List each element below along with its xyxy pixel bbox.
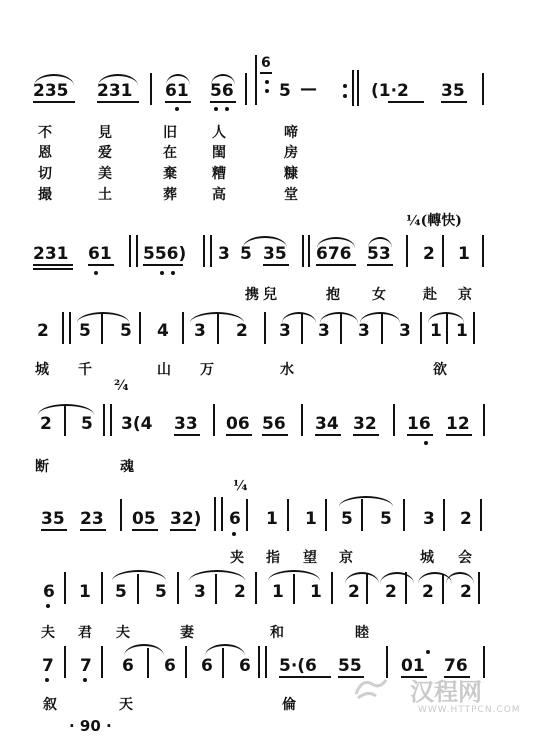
underline — [33, 268, 73, 270]
note-group: 5·(6 — [279, 656, 317, 676]
high-octave-dot — [426, 650, 430, 654]
underline — [80, 529, 106, 531]
lyric: 葬 — [163, 187, 177, 203]
barline — [480, 499, 482, 531]
lyric: 高 — [212, 187, 226, 203]
note: 6 — [239, 656, 251, 676]
underline — [353, 434, 379, 436]
underline — [441, 101, 467, 103]
note: 2 — [37, 321, 49, 341]
barline — [246, 499, 248, 531]
barline — [302, 235, 304, 267]
lyric: 堂 — [284, 187, 298, 203]
lyric: 啼 — [284, 125, 298, 141]
watermark-swirl-icon — [352, 672, 390, 702]
lyric: 夫 — [116, 625, 130, 641]
barline — [64, 646, 66, 678]
underline — [33, 264, 73, 266]
page-number: · 90 · — [69, 717, 112, 735]
barline — [473, 312, 475, 344]
watermark-logo — [352, 672, 390, 710]
barline — [182, 312, 184, 344]
underline — [446, 434, 472, 436]
note: 5 — [279, 81, 291, 101]
note-group: 55 — [338, 656, 362, 676]
lyric: 赴 — [423, 287, 437, 303]
lyric: 女 — [372, 287, 386, 303]
underline — [279, 676, 331, 678]
barline — [222, 648, 224, 678]
lyric: 京 — [458, 287, 472, 303]
barline — [177, 572, 179, 604]
underline — [367, 264, 393, 266]
tie — [205, 644, 245, 656]
lyric: 不 — [38, 125, 52, 141]
barline — [103, 404, 105, 436]
lyric: 切 — [38, 166, 52, 182]
barline — [214, 497, 216, 531]
barline — [352, 70, 354, 106]
time-signature: ¼ — [233, 478, 248, 494]
barline — [221, 497, 223, 531]
note-group: 61 — [88, 244, 112, 264]
note: 3 — [399, 321, 411, 341]
underline — [33, 101, 75, 103]
barline — [442, 574, 444, 604]
barline — [64, 572, 66, 604]
lyric: 撮 — [38, 187, 52, 203]
underline — [41, 529, 67, 531]
lyric: 糟 — [212, 166, 226, 182]
note: 3 — [358, 321, 370, 341]
note: 6 — [122, 656, 134, 676]
slur — [368, 237, 392, 248]
staccato-dot — [265, 89, 269, 93]
underline — [88, 264, 114, 266]
lyric: 爱 — [98, 145, 112, 161]
note: 6 — [43, 582, 55, 602]
lyric: 魂 — [120, 459, 134, 475]
slur — [211, 74, 235, 85]
lyric: 在 — [163, 145, 177, 161]
barline — [245, 73, 247, 105]
slur — [34, 74, 74, 86]
note: 6 — [229, 509, 241, 529]
barline — [308, 235, 310, 267]
note: 2 — [385, 582, 397, 602]
lyric: 妻 — [180, 625, 194, 641]
lyric: 君 — [78, 625, 92, 641]
lyric: 城 — [420, 550, 434, 566]
barline — [203, 235, 205, 267]
low-octave-dot — [160, 271, 164, 275]
tie — [339, 496, 393, 507]
barline — [110, 404, 112, 436]
lyric: 恩 — [38, 145, 52, 161]
grace-note: 6 — [261, 55, 271, 71]
lyric: 望 — [303, 550, 317, 566]
note-group: 56 — [210, 81, 234, 101]
note: 5 — [380, 509, 392, 529]
underline — [388, 101, 424, 103]
barline — [217, 314, 219, 344]
tie — [112, 570, 166, 581]
barline — [264, 312, 266, 344]
note-group: 35 — [41, 509, 65, 529]
tie — [282, 312, 316, 323]
barline — [101, 646, 103, 678]
underline — [263, 264, 289, 266]
barline — [64, 406, 66, 436]
lyric: 棄 — [163, 166, 177, 182]
note-group: 06 — [226, 414, 250, 434]
low-octave-dot — [46, 604, 50, 608]
note: 7 — [42, 656, 54, 676]
underline — [260, 72, 272, 74]
barline — [69, 312, 71, 344]
lyric: 土 — [98, 187, 112, 203]
note: 1 — [456, 321, 468, 341]
note: 3 — [423, 509, 435, 529]
note: 3 — [194, 321, 206, 341]
barline — [136, 235, 138, 267]
note: 1 — [430, 321, 442, 341]
note: 3 — [218, 244, 230, 264]
low-octave-dot — [45, 678, 49, 682]
lyric: 夹 — [230, 550, 244, 566]
low-octave-dot — [232, 532, 236, 536]
low-octave-dot — [171, 271, 175, 275]
dash: — — [300, 79, 319, 99]
barline — [381, 314, 383, 344]
note-group: 676 — [316, 244, 352, 264]
barline — [150, 73, 152, 105]
low-octave-dot — [175, 107, 179, 111]
barline — [62, 312, 64, 344]
note-group: 35 — [441, 81, 465, 101]
barline — [331, 572, 333, 604]
barline — [483, 646, 485, 678]
barline — [483, 404, 485, 436]
barline — [258, 646, 260, 678]
note-group: 231 — [97, 81, 133, 101]
repeat-dot — [343, 94, 347, 98]
watermark-brand: 汉程网 — [410, 678, 482, 706]
note: 3 — [318, 321, 330, 341]
slur — [98, 74, 138, 86]
note: 7 — [80, 656, 92, 676]
note: 5 — [81, 414, 93, 434]
underline — [165, 101, 191, 103]
note-group: 32) — [170, 509, 202, 529]
lyric: 和 — [270, 625, 284, 641]
lyric: 水 — [280, 362, 294, 378]
lyric: 睦 — [355, 625, 369, 641]
barline — [405, 572, 407, 604]
note-group: 16 — [407, 414, 431, 434]
note: 1 — [272, 582, 284, 602]
note: 2 — [460, 582, 472, 602]
note: 2 — [348, 582, 360, 602]
barline — [403, 499, 405, 531]
note-group: 556) — [143, 244, 187, 264]
note: 5 — [115, 582, 127, 602]
tie — [124, 644, 164, 656]
time-signature: ²⁄₄ — [114, 378, 129, 394]
slur — [243, 236, 287, 248]
note: 6 — [164, 656, 176, 676]
lyric: 房 — [284, 145, 298, 161]
note-group: 32 — [353, 414, 377, 434]
note: 2 — [234, 582, 246, 602]
note: 2 — [422, 582, 434, 602]
note-group: 231 — [33, 244, 69, 264]
barline — [361, 499, 363, 531]
barline — [265, 646, 267, 678]
lyric: 欲 — [433, 362, 447, 378]
note: 5 — [79, 321, 91, 341]
barline — [446, 314, 448, 344]
barline — [393, 404, 395, 436]
low-octave-dot — [83, 678, 87, 682]
barline — [482, 73, 484, 105]
underline — [315, 434, 341, 436]
lyric: 抱 — [326, 287, 340, 303]
lyric: 叙 — [43, 697, 57, 713]
barline — [443, 499, 445, 531]
lyric: 天 — [119, 697, 133, 713]
barline — [301, 314, 303, 344]
note-group: 53 — [367, 244, 391, 264]
note: 1 — [458, 244, 470, 264]
note-group: (1·2 — [371, 81, 409, 101]
barline — [442, 235, 444, 267]
barline — [255, 572, 257, 604]
lyric: 千 — [78, 362, 92, 378]
note: 2 — [460, 509, 472, 529]
barline — [287, 499, 289, 531]
note-group: 23 — [80, 509, 104, 529]
lyric: 兒 — [263, 287, 277, 303]
tempo-marking: ¼(轉快) — [406, 213, 462, 229]
barline — [101, 572, 103, 604]
underline — [210, 101, 236, 103]
note: 1 — [79, 582, 91, 602]
note-group: 01 — [401, 656, 425, 676]
barline — [120, 499, 122, 531]
barline — [301, 404, 303, 436]
underline — [97, 101, 139, 103]
barline — [213, 404, 215, 436]
barline — [101, 314, 103, 344]
note-group: 56 — [262, 414, 286, 434]
barline — [185, 646, 187, 678]
lyric: 見 — [98, 125, 112, 141]
low-octave-dot — [225, 107, 229, 111]
barline — [340, 314, 342, 344]
low-octave-dot — [214, 107, 218, 111]
barline — [366, 574, 368, 604]
note: 2 — [423, 244, 435, 264]
note: 5 — [120, 321, 132, 341]
barline — [293, 574, 295, 604]
lyric: 夫 — [41, 625, 55, 641]
barline — [139, 312, 141, 344]
barline — [420, 312, 422, 344]
lyric: 京 — [339, 550, 353, 566]
lyric: 美 — [98, 166, 112, 182]
slur — [317, 237, 355, 248]
lyric: 山 — [157, 362, 171, 378]
note-group: 05 — [132, 509, 156, 529]
lyric: 指 — [266, 550, 280, 566]
barline — [147, 648, 149, 678]
barline — [137, 574, 139, 604]
underline — [262, 434, 288, 436]
note: 3 — [194, 582, 206, 602]
underline — [132, 529, 158, 531]
lyric: 城 — [35, 362, 49, 378]
barline — [129, 235, 131, 267]
lyric: 旧 — [163, 125, 177, 141]
underline — [407, 434, 433, 436]
note: 5 — [155, 582, 167, 602]
note-group: 33 — [174, 414, 198, 434]
note: 1 — [305, 509, 317, 529]
barline — [215, 574, 217, 604]
lyric: 会 — [458, 550, 472, 566]
barline — [357, 70, 359, 106]
low-octave-dot — [424, 441, 428, 445]
note-group: 61 — [165, 81, 189, 101]
note-group: 35 — [263, 244, 287, 264]
lyric: 万 — [200, 362, 214, 378]
note-group: 76 — [444, 656, 468, 676]
underline — [226, 434, 252, 436]
note: 6 — [201, 656, 213, 676]
lyric: 閨 — [212, 145, 226, 161]
note: 5 — [240, 244, 252, 264]
note: 2 — [40, 414, 52, 434]
lyric: 携 — [245, 287, 259, 303]
repeat-dot — [343, 84, 347, 88]
tie — [360, 312, 400, 323]
underline — [170, 529, 196, 531]
note-group: 3(4 — [121, 414, 153, 434]
lyric: 人 — [212, 125, 226, 141]
tie — [320, 312, 358, 323]
low-octave-dot — [94, 271, 98, 275]
barline — [255, 55, 257, 105]
underline — [143, 264, 183, 266]
note-group: 12 — [446, 414, 470, 434]
watermark-url: WWW.HTTPCN.COM — [418, 705, 521, 715]
note: 1 — [266, 509, 278, 529]
underline — [316, 264, 356, 266]
note: 4 — [157, 321, 169, 341]
note-group: 34 — [315, 414, 339, 434]
note: 5 — [341, 509, 353, 529]
lyric: 倫 — [282, 697, 296, 713]
note: 2 — [236, 321, 248, 341]
slur — [166, 74, 190, 85]
barline — [406, 235, 408, 267]
barline — [482, 235, 484, 267]
note: 3 — [279, 321, 291, 341]
note-group: 235 — [33, 81, 69, 101]
underline — [174, 434, 200, 436]
barline — [210, 235, 212, 267]
note: 1 — [310, 582, 322, 602]
lyric: 糠 — [284, 166, 298, 182]
tie — [189, 570, 245, 581]
barline — [325, 499, 327, 531]
barline — [478, 572, 480, 604]
staccato-dot — [265, 80, 269, 84]
lyric: 断 — [35, 459, 49, 475]
